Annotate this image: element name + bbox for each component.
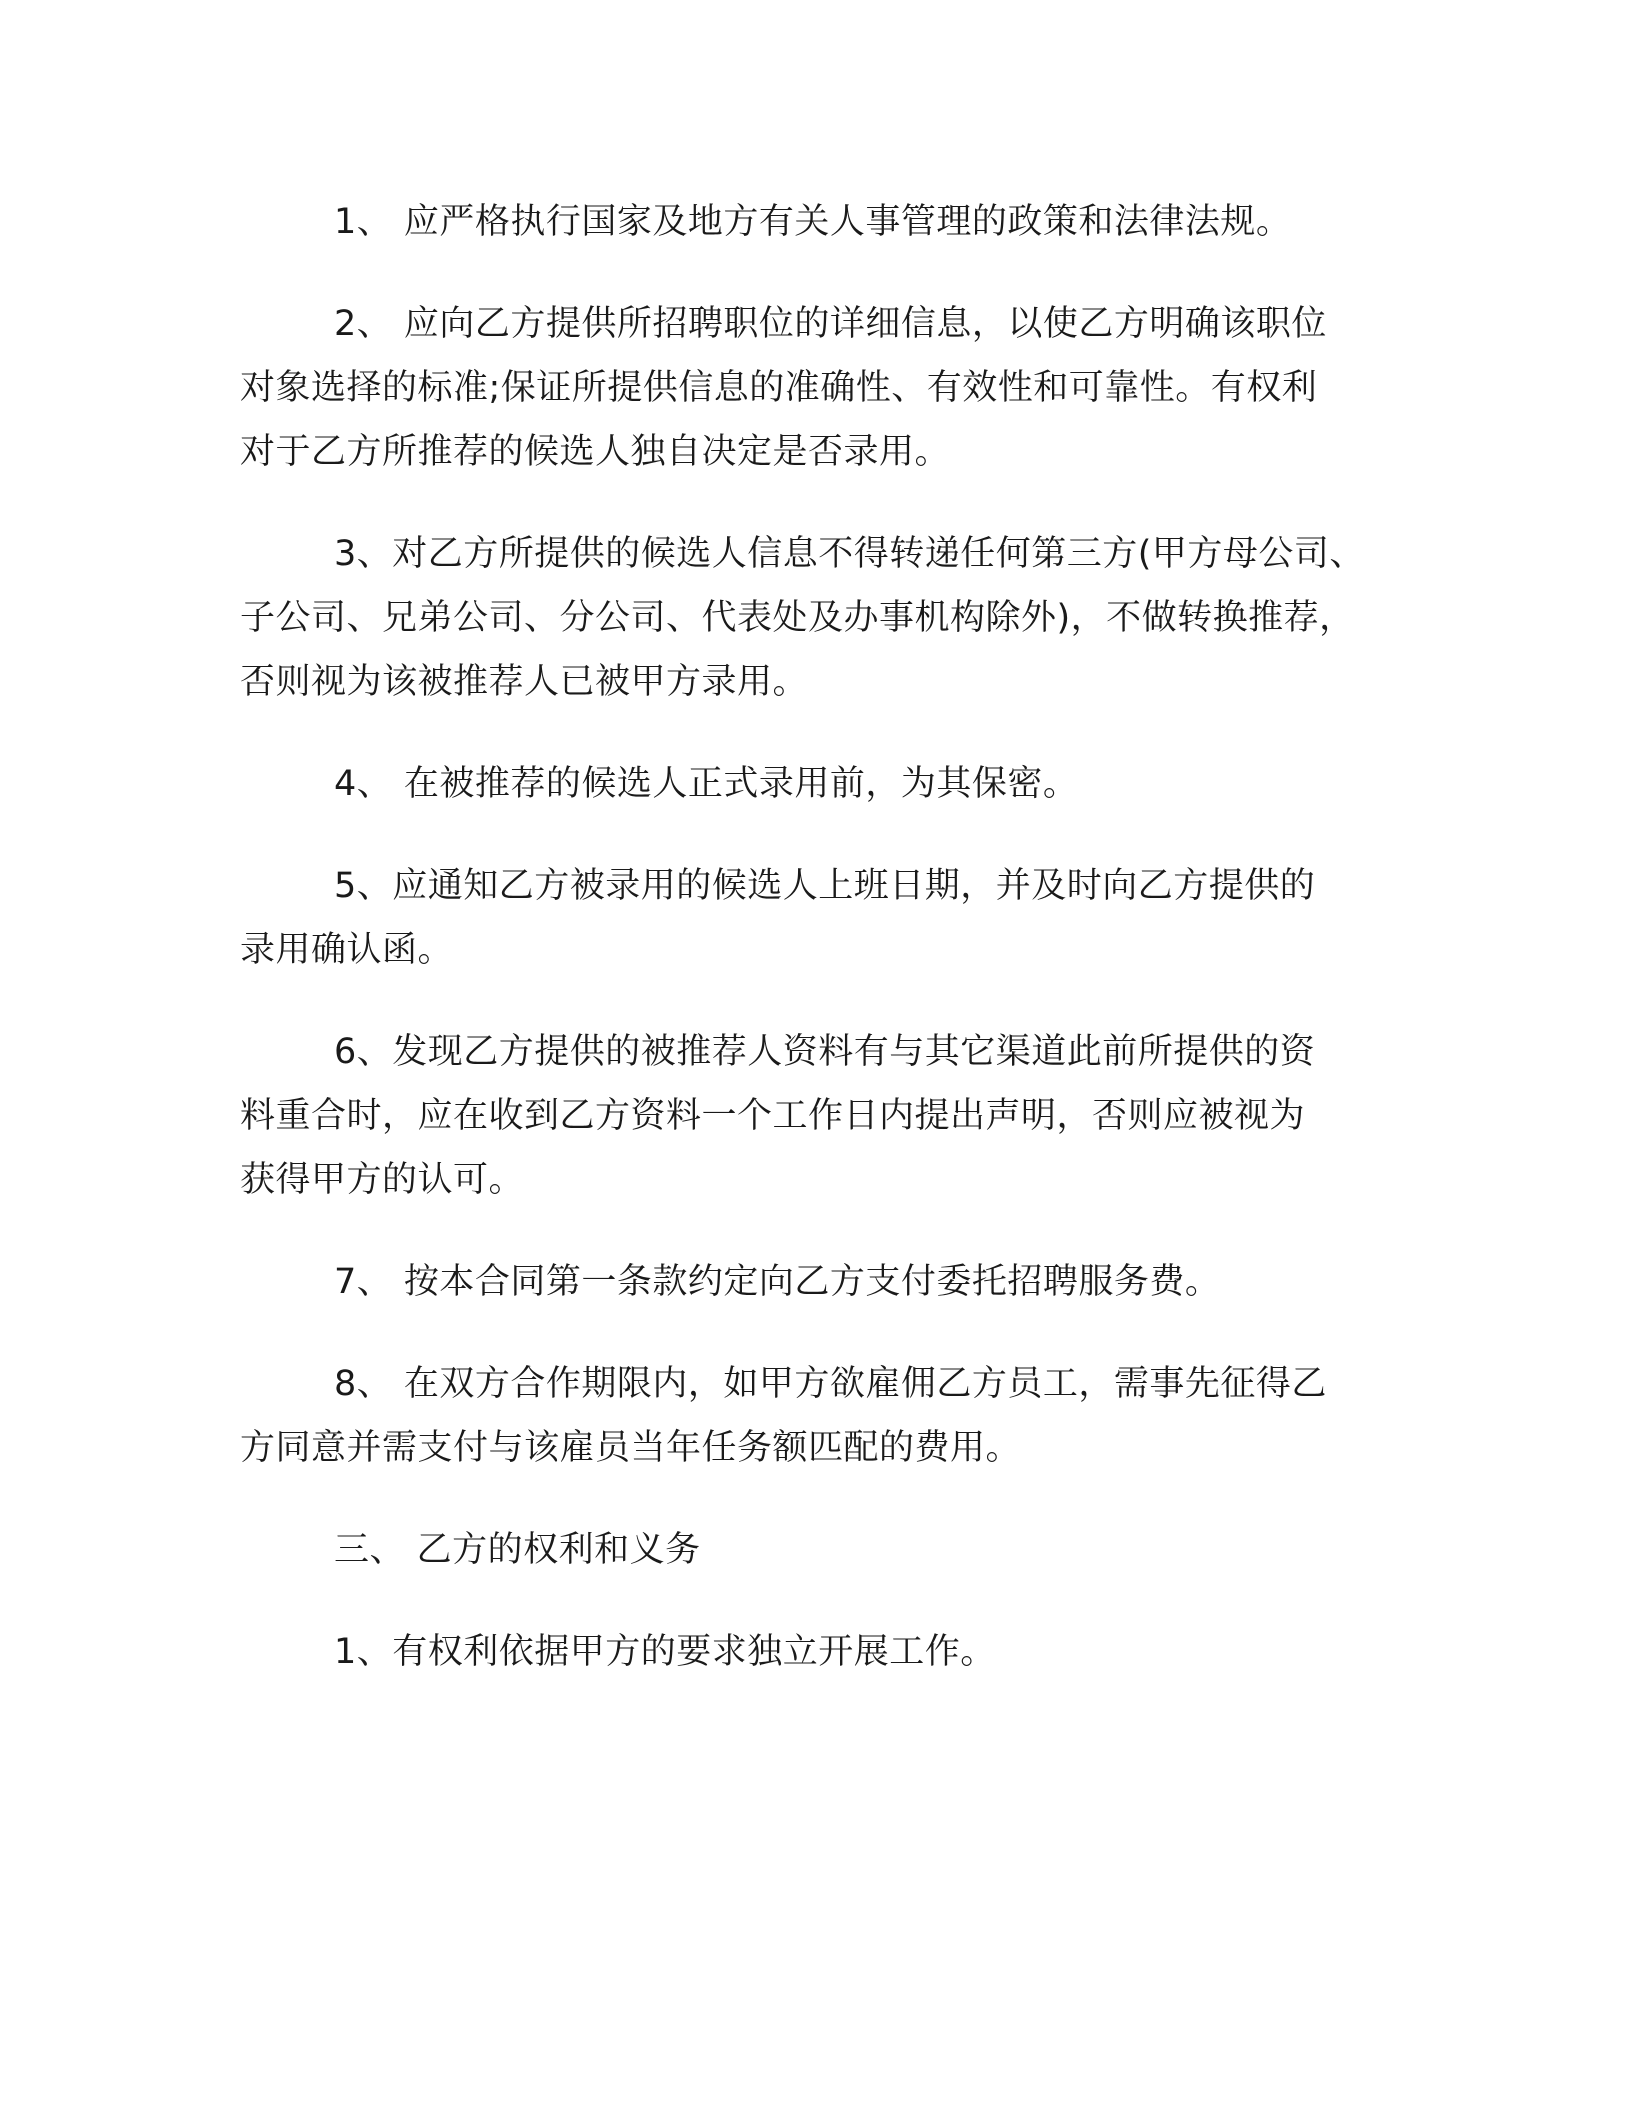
text-line: 3、对乙方所提供的候选人信息不得转递任何第三方(甲方母公司、: [334, 534, 1365, 574]
heading-text: 三、 乙方的权利和义务: [334, 1530, 701, 1570]
text-line: 5、应通知乙方被录用的候选人上班日期，并及时向乙方提供的: [334, 866, 1316, 906]
text-line: 录用确认函。: [240, 930, 454, 970]
clause-8: [240, 1352, 1400, 1480]
text-line: 对象选择的标准;保证所提供信息的准确性、有效性和可靠性。有权利: [240, 368, 1318, 408]
clause-7: [240, 1250, 1400, 1314]
text-line: 否则视为该被推荐人已被甲方录用。: [240, 662, 809, 702]
text-line: 1、 应严格执行国家及地方有关人事管理的政策和法律法规。: [334, 202, 1292, 242]
text-line: 1、有权利依据甲方的要求独立开展工作。: [334, 1632, 996, 1672]
text-line: 7、 按本合同第一条款约定向乙方支付委托招聘服务费。: [334, 1262, 1221, 1302]
text-line: 对于乙方所推荐的候选人独自决定是否录用。: [240, 432, 951, 472]
text-line: 6、发现乙方提供的被推荐人资料有与其它渠道此前所提供的资: [334, 1032, 1316, 1072]
text-line: 子公司、兄弟公司、分公司、代表处及办事机构除外)，不做转换推荐，: [240, 598, 1355, 638]
clause-2: [240, 292, 1400, 484]
document-page: [240, 190, 1400, 1722]
text-line: 2、 应向乙方提供所招聘职位的详细信息，以使乙方明确该职位: [334, 304, 1327, 344]
clause-4: [240, 752, 1400, 816]
text-line: 获得甲方的认可。: [240, 1160, 525, 1200]
text-line: 4、 在被推荐的候选人正式录用前，为其保密。: [334, 764, 1079, 804]
clause-1: [240, 190, 1400, 254]
text-line: 8、 在双方合作期限内，如甲方欲雇佣乙方员工，需事先征得乙: [334, 1364, 1327, 1404]
clause-6: [240, 1020, 1400, 1212]
clause-5: [240, 854, 1400, 982]
text-line: 方同意并需支付与该雇员当年任务额匹配的费用。: [240, 1428, 1022, 1468]
clause-b-1: [240, 1620, 1400, 1684]
section-heading-3: [240, 1518, 1400, 1582]
text-line: 料重合时，应在收到乙方资料一个工作日内提出声明，否则应被视为: [240, 1096, 1306, 1136]
clause-3: [240, 522, 1400, 714]
